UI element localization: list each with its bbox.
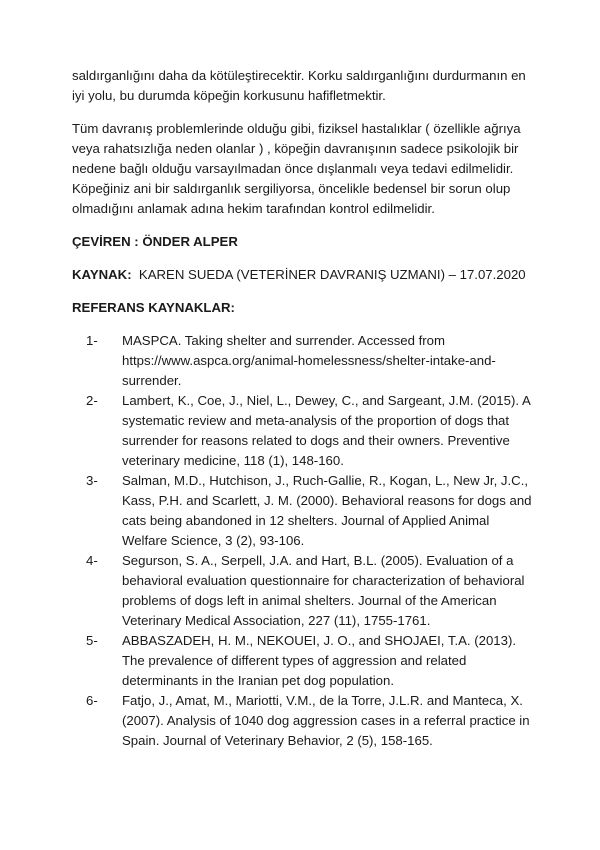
reference-text: Fatjo, J., Amat, M., Mariotti, V.M., de la Torre, J.L.R. and Manteca, X. (2007). Analysis of 1040 dog aggression cases in a referral practice in Spain. Journal of Veterinary Behavior, 2 (5), 158-165. xyxy=(122,693,530,748)
reference-number: 6- xyxy=(86,693,98,708)
reference-text: Segurson, S. A., Serpell, J.A. and Hart, B.L. (2005). Evaluation of a behavioral evaluation questionnaire for characterization of behavioral problems of dogs left in animal shelters. Journal of the American Veterinary Medical Association, 227 (11), 1755-1761. xyxy=(122,553,525,628)
reference-number: 4- xyxy=(86,553,98,568)
paragraph-fear-aggression: saldırganlığını daha da kötüleştirecektir. Korku saldırganlığını durdurmanın en iyi yolu, bu durumda köpeğin korkusunu hafifletmektir. xyxy=(72,68,526,103)
references-heading: REFERANS KAYNAKLAR: xyxy=(72,300,235,315)
source-line xyxy=(72,265,532,285)
document-page xyxy=(72,66,532,751)
references-list xyxy=(72,331,532,751)
reference-item xyxy=(72,331,532,391)
source-label: KAYNAK: xyxy=(72,267,132,282)
reference-item xyxy=(72,391,532,471)
reference-text: ABBASZADEH, H. M., NEKOUEI, J. O., and SHOJAEI, T.A. (2013). The prevalence of different types of aggression and related determinants in the Iranian pet dog population. xyxy=(122,633,517,688)
paragraph-physical-illness: Tüm davranış problemlerinde olduğu gibi, fiziksel hastalıklar ( özellikle ağrıya veya rahatsızlığa neden olanlar ) , köpeğin davranışının sadece psikolojik bir nedene bağlı olduğu varsayılmadan önce dışlanmalı veya tedavi edilmelidir. Köpeğiniz ani bir saldırganlık sergiliyorsa, öncelikle bedensel bir sorun olup olmadığını anlamak adına hekim tarafından kontrol edilmelidir. xyxy=(72,121,521,216)
translator-line xyxy=(72,232,532,252)
reference-number: 5- xyxy=(86,633,98,648)
reference-number: 2- xyxy=(86,393,98,408)
reference-item xyxy=(72,551,532,631)
reference-number: 1- xyxy=(86,333,98,348)
reference-item xyxy=(72,471,532,551)
reference-text: Lambert, K., Coe, J., Niel, L., Dewey, C., and Sargeant, J.M. (2015). A systematic review and meta-analysis of the proportion of dogs that surrender for reasons related to dogs and their owners. Preventive veterinary medicine, 118 (1), 148-160. xyxy=(122,393,531,468)
reference-item xyxy=(72,691,532,751)
translator-name: ÖNDER ALPER xyxy=(142,234,238,249)
source-text: KAREN SUEDA (VETERİNER DAVRANIŞ UZMANI) – 17.07.2020 xyxy=(138,267,526,282)
translator-label: ÇEVİREN : xyxy=(72,234,139,249)
reference-item xyxy=(72,631,532,691)
reference-number: 3- xyxy=(86,473,98,488)
reference-text: MASPCA. Taking shelter and surrender. Accessed from https://www.aspca.org/animal-homelessness/shelter-intake-and-surrender. xyxy=(122,333,496,388)
reference-text: Salman, M.D., Hutchison, J., Ruch-Gallie, R., Kogan, L., New Jr, J.C., Kass, P.H. and Scarlett, J. M. (2000). Behavioral reasons for dogs and cats being abandoned in 12 shelters. Journal of Applied Animal Welfare Science, 3 (2), 93-106. xyxy=(122,473,532,548)
